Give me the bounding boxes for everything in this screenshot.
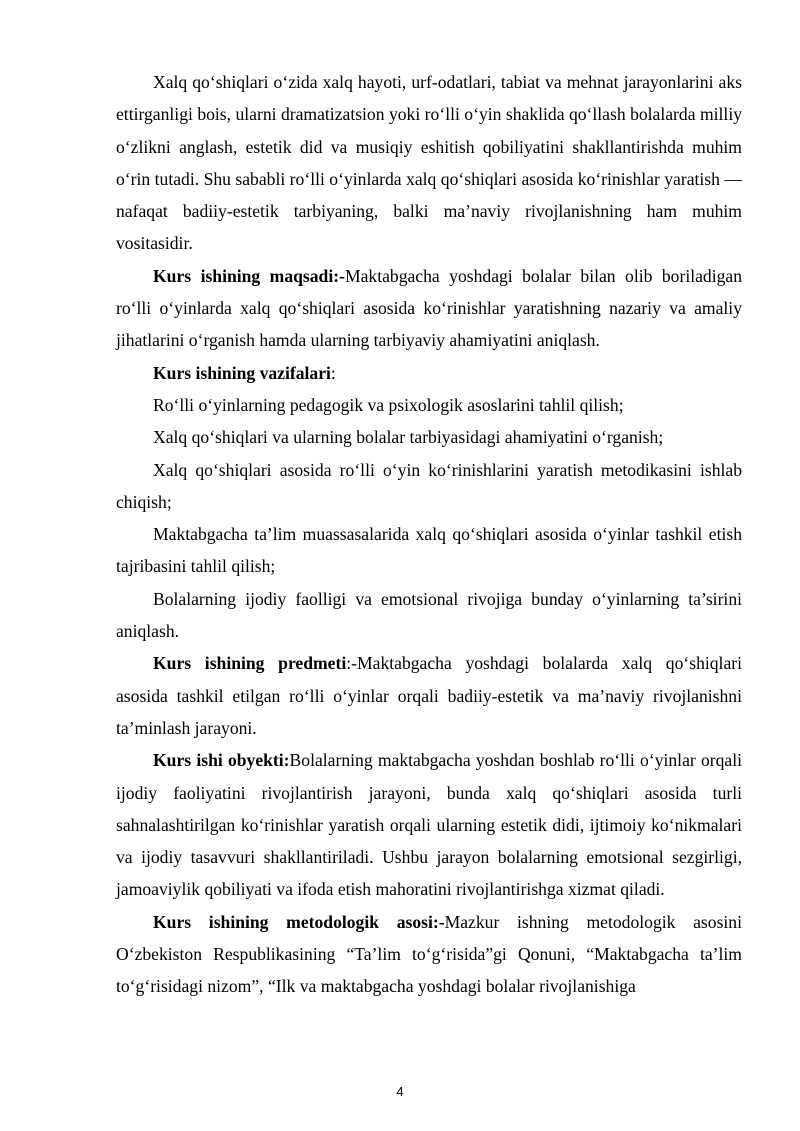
paragraph-text: : — [330, 362, 336, 383]
paragraph-text: Mazkur ishning metodologik asosini O‘zbekiston Respublikasining “Ta’lim to‘g‘risida”gi Qonuni, “Maktabgacha ta’lim to‘g‘risidagi nizom”, “Ilk va maktabgacha yoshdagi bolalar rivojlanishiga — [116, 911, 742, 997]
task-item — [116, 518, 742, 583]
paragraph-heading: Kurs ishining metodologik asosi:- — [153, 911, 445, 932]
paragraph-intro — [116, 66, 742, 260]
paragraph-heading: Kurs ishining vazifalari — [153, 362, 331, 383]
task-item — [116, 421, 742, 453]
paragraph-tasks-heading — [116, 357, 742, 389]
task-item — [116, 583, 742, 648]
paragraph-text: Maktabgacha ta’lim muassasalarida xalq qo‘shiqlari asosida o‘yinlar tashkil etish tajribasini tahlil qilish; — [116, 524, 742, 577]
paragraph-text: Xalq qo‘shiqlari asosida ro‘lli o‘yin ko‘rinishlarini yaratish metodikasini ishlab chiqish; — [116, 459, 742, 512]
paragraph-text: Bolalarning maktabgacha yoshdan boshlab ro‘lli o‘yinlar orqali ijodiy faoliyatini rivojlantirish jarayoni, bunda xalq qo‘shiqlari asosida turli sahnalashtirilgan ko‘rinishlar yaratish orqali ularning estetik didi, ijtimoiy ko‘nikmalari va ijodiy tasavvuri shakllantiriladi. Ushbu jarayon bolalarning emotsional sezgirligi, jamoaviylik qobiliyati va ifoda etish mahoratini rivojlantirishga xizmat qiladi. — [116, 750, 742, 900]
paragraph-object — [116, 744, 742, 905]
paragraph-text: Ro‘lli o‘yinlarning pedagogik va psixologik asoslarini tahlil qilish; — [153, 394, 624, 415]
paragraph-subject — [116, 647, 742, 744]
paragraph-text: Bolalarning ijodiy faolligi va emotsional rivojiga bunday o‘yinlarning ta’sirini aniqlash. — [116, 588, 742, 642]
page-number: 4 — [396, 1084, 404, 1099]
paragraph-methodology — [116, 906, 742, 1003]
paragraph-heading: Kurs ishining maqsadi:- — [153, 265, 345, 286]
paragraph-text: Maktabgacha yoshdagi bolalar bilan olib boriladigan ro‘lli o‘yinlarda xalq qo‘shiqlari asosida ko‘rinishlar yaratishning nazariy va amaliy jihatlarini o‘rganish hamda ularning tarbiyaviy ahamiyatini aniqlash. — [116, 265, 742, 351]
paragraph-text: Xalq qo‘shiqlari o‘zida xalq hayoti, urf-odatlari, tabiat va mehnat jarayonlarini aks ettirganligi bois, ularni dramatizatsion yoki ro‘lli o‘yin shaklida qo‘llash bolalarda milliy o‘zlikni anglash, estetik did va musiqiy eshitish qobiliyatini shakllantirishda muhim o‘rin tutadi. Shu sababli ro‘lli o‘yinlarda xalq qo‘shiqlari asosida ko‘rinishlar yaratish — nafaqat badiiy-estetik tarbiyaning, balki ma’naviy rivojlanishning ham muhim vositasidir. — [116, 72, 742, 254]
document-page — [116, 66, 742, 1003]
task-item — [116, 389, 742, 421]
paragraph-text: :-Maktabgacha yoshdagi bolalarda xalq qo‘shiqlari asosida tashkil etilgan ro‘lli o‘yinlar orqali badiiy-estetik va ma’naviy rivojlanishni ta’minlash jarayoni. — [116, 653, 742, 738]
paragraph-goal — [116, 260, 742, 357]
task-item — [116, 454, 742, 519]
paragraph-text: Xalq qo‘shiqlari va ularning bolalar tarbiyasidagi ahamiyatini o‘rganish; — [153, 427, 664, 448]
paragraph-heading: Kurs ishining predmeti — [153, 653, 347, 674]
paragraph-heading: Kurs ishi obyekti: — [153, 750, 290, 771]
